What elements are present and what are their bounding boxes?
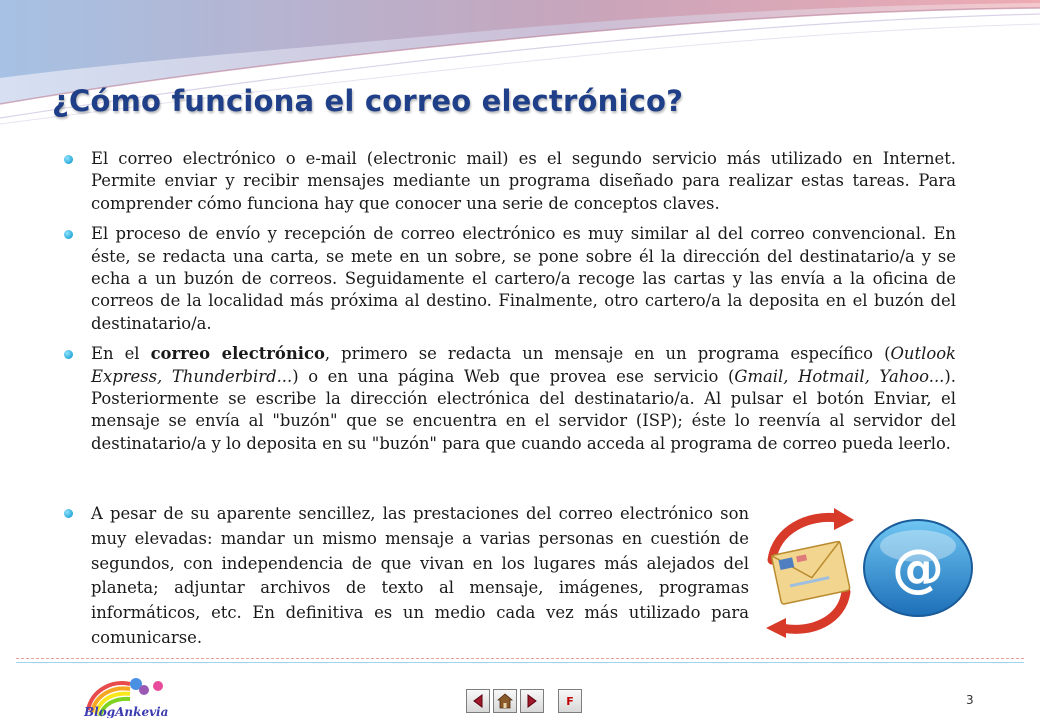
slide-navigation	[466, 689, 582, 713]
mail-illustration	[758, 508, 988, 638]
bullet-paragraph-1	[64, 148, 956, 215]
logo-balloons-icon	[78, 670, 188, 718]
footer-separator-dashed	[16, 658, 1024, 659]
bullet-paragraph-3	[64, 343, 956, 455]
svg-text:@: @	[892, 539, 944, 599]
bullet-paragraph-2	[64, 223, 956, 335]
footer-separator-line	[16, 662, 1024, 663]
paragraph-text: El correo electrónico o e-mail (electronic mail) es el segundo servicio más utilizado en Internet. Permite enviar y recibir mensajes mediante un programa diseñado para realizar estas tareas. Para comprender cómo funciona hay que conocer una serie de conceptos claves.	[91, 149, 956, 213]
arrow-left-icon	[471, 694, 485, 708]
page-number: 3	[966, 693, 974, 707]
bullet-paragraph-4	[64, 502, 749, 651]
home-icon	[497, 693, 513, 709]
italic-term: Outlook Express, Thunderbird...	[91, 344, 956, 386]
bullet-dot-icon	[64, 509, 73, 518]
bold-term: correo electrónico	[150, 344, 325, 364]
bullet-dot-icon	[64, 350, 73, 359]
paragraph-text: En el	[91, 344, 151, 364]
paragraph-text: ). Posteriormente se escribe la dirección electrónica del destinatario/a. Al pulsar el botón Enviar, el mensaje se envía al "buzón" que se encuentra en el servidor (ISP); éste lo reenvía al servidor del destinatario/a y lo deposita en su "buzón" para que cuando acceda al programa de correo pueda leerlo.	[91, 366, 956, 453]
paragraph-text: ) o en una página Web que provea ese servicio (	[292, 366, 735, 386]
logo-text: BlogAnkevia	[84, 705, 169, 718]
at-sign-icon	[864, 520, 972, 616]
slide-body	[64, 148, 956, 463]
arrow-right-icon	[525, 694, 539, 708]
bullet-dot-icon	[64, 155, 73, 164]
paragraph-text: , primero se redacta un mensaje en un programa específico (	[324, 344, 891, 364]
bullet-dot-icon	[64, 230, 73, 239]
f-button[interactable]: F	[558, 689, 582, 713]
next-slide-button[interactable]	[520, 689, 544, 713]
italic-term: Gmail, Hotmail, Yahoo...	[734, 366, 945, 386]
paragraph-text: El proceso de envío y recepción de correo electrónico es muy similar al del correo convencional. En éste, se redacta una carta, se mete en un sobre, se pone sobre él la dirección del destinatario/a y se echa a un buzón de correos. Seguidamente el cartero/a recoge las cartas y las envía a la oficina de correos de la localidad más próxima al destino. Finalmente, otro cartero/a la deposita en el buzón del destinatario/a.	[91, 224, 956, 333]
previous-slide-button[interactable]	[466, 689, 490, 713]
home-button[interactable]	[493, 689, 517, 713]
paragraph-text: A pesar de su aparente sencillez, las prestaciones del correo electrónico son muy elevadas: mandar un mismo mensaje a varias personas en cuestión de segundos, con independencia de que vivan en los lugares más alejados del planeta; adjuntar archivos de texto al mensaje, imágenes, programas informáticos, etc. En definitiva es un medio cada vez más utilizado para comunicarse.	[91, 504, 749, 647]
mail-exchange-icon	[766, 508, 854, 638]
slide-title: ¿Cómo funciona el correo electrónico?	[52, 84, 684, 118]
